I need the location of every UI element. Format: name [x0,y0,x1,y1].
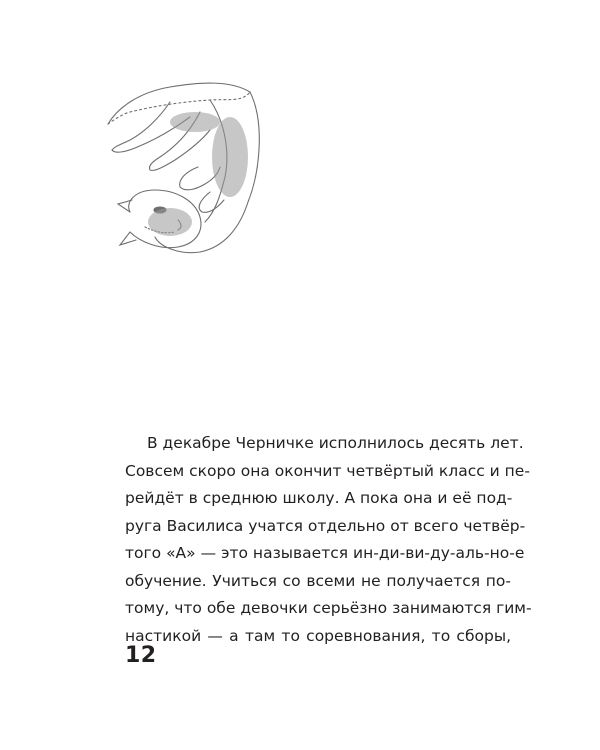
page-number: 12 [125,643,157,668]
paragraph-line: Совсем скоро она окончит четвёртый класс и пе- [125,461,530,480]
paragraph-line: В декабре Черничке исполнилось десять лет. [147,434,524,452]
paragraph-line: руга Василиса учатся отдельно от всего четвёр- [125,516,526,535]
paragraph-line: рейдёт в среднюю школу. А пока она и её под- [125,489,513,507]
paragraph-line: тому, что обе девочки серьёзно занимаются гим- [125,599,532,617]
body-paragraph [125,430,532,650]
paragraph-line: настикой — а там то соревнования, то сборы, [125,626,511,645]
paragraph-line: того «А» — это называется ин-ди-ви-ду-аль-но-е [125,544,525,562]
paragraph-line: обучение. Учиться со всеми не получается по- [125,571,511,590]
cat-illustration [100,62,260,262]
